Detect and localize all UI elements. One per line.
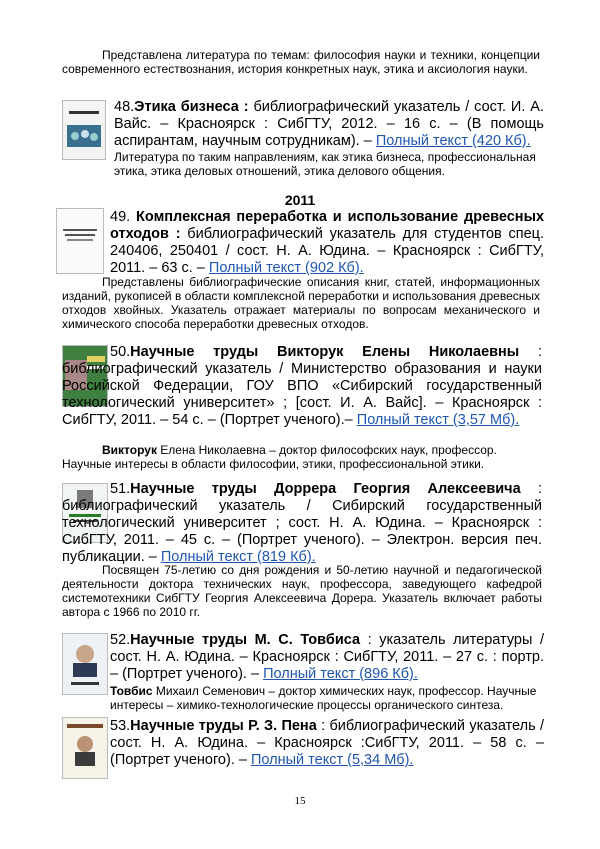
full-text-link-48[interactable]: Полный текст (420 Кб).: [375, 133, 531, 149]
entry-52-annotation: Товбис Михаил Семенович – доктор химических наук, профессор. Научные интересы – химико-технологические процессы органического синтеза.: [110, 684, 537, 712]
full-text-link-50[interactable]: Полный текст (3,57 Мб).: [356, 412, 520, 428]
full-text-link-53[interactable]: Полный текст (5,34 Мб).: [250, 752, 414, 768]
full-text-link-49[interactable]: Полный текст (902 Кб).: [208, 260, 364, 276]
entry-51-annotation: Посвящен 75-летию со дня рождения и 50-летию научной и педагогической деятельности доктора технических наук, профессора, заведующего кафедрой системотехники СибГТУ Георгия Алексеевича Дорера. Указатель включает работы автора с 1966 по 2010 гг.: [62, 563, 542, 619]
entry-49-annotation: Представлены библиографические описания книг, статей, информационных изданий, рукописей в области комплексной переработки и использования древесных отходов хвойных. Указатель отражает материалы по вопросам механического и химического способа переработки древесных отходов.: [62, 275, 540, 331]
book-cover-image: [63, 718, 107, 778]
entry-48-citation: 48.Этика бизнеса : библиографический указатель / сост. И. А. Вайс. – Красноярск : СибГТУ, 2012. – 16 с. – (В помощь аспирантам, научным сотрудникам). – Полный текст (420 Кб).: [114, 99, 544, 149]
book-cover-image: [63, 101, 105, 159]
entry-50-title: Научные труды Викторук Елены Николаевны: [130, 344, 520, 360]
intro-paragraph: Представлена литература по темам: философия науки и техники, концепции современного естествознания, история конкретных наук, этика и аксиология науки.: [62, 48, 540, 76]
entry-50-citation: 50.Научные труды Викторук Елены Николаевны : библиографический указатель / Министерство образования и науки Российской Федерации, ГОУ ВПО «Сибирский государственный технологический университет» ; [сост. И. А. Вайс]. – Красноярск : СибГТУ, 2011. – 54 с. – (Портрет ученого).– Полный текст (3,57 Мб).: [62, 344, 543, 428]
entry-52-title: Научные труды М. С. Товбиса: [130, 632, 361, 648]
book-cover-image: [63, 634, 107, 694]
entry-51-title: Научные труды Доррера Георгия Алексеевича: [130, 481, 521, 497]
entry-51-citation: 51.Научные труды Доррера Георгия Алексеевича : библиографический указатель / Сибирский государственный технологический университет ; сост. Н. А. Юдина. – Красноярск : СибГТУ, 2011. – 45 с. – (Портрет ученого). – Электрон. версия печ. публикации. – Полный текст (819 Кб).: [62, 481, 542, 565]
entry-50-annotation: Викторук Елена Николаевна – доктор философских наук, профессор. Научные интересы в области философии, этики, профессиональной этики.: [62, 443, 497, 471]
entry-53-citation: 53.Научные труды Р. З. Пена : библиографический указатель / сост. Н. А. Юдина. – Красноярск :СибГТУ, 2011. – 58 с. – (Портрет ученого). – Полный текст (5,34 Мб).: [110, 718, 545, 768]
entry-52-citation: 52.Научные труды М. С. Товбиса : указатель литературы / сост. Н. А. Юдина. – Красноярск : СибГТУ, 2011. – 27 с. : портр. – (Портрет ученого). – Полный текст (896 Кб).: [110, 632, 544, 682]
full-text-link-51[interactable]: Полный текст (819 Кб).: [160, 549, 316, 565]
entry-48-title: Этика бизнеса :: [134, 99, 249, 115]
page-number: 15: [294, 795, 306, 807]
entry-49-title: Комплексная переработка и использование древесных отходов :: [110, 209, 545, 242]
book-cover-thumbnail: [56, 208, 104, 274]
book-cover-thumbnail: [62, 100, 106, 160]
entry-49-citation: 49. Комплексная переработка и использование древесных отходов : библиографический указатель для студентов спец. 240406, 250401 / сост. Н. А. Юдина. – Красноярск : СибГТУ, 2011. – 63 с. – Полный текст (902 Кб).: [110, 209, 545, 276]
entry-53-title: Научные труды Р. З. Пена: [130, 718, 317, 734]
entry-48-annotation: Литература по таким направлениям, как этика бизнеса, профессиональная этика, этика деловых отношений, этика делового общения.: [114, 150, 536, 178]
year-heading: 2011: [284, 192, 316, 208]
book-cover-thumbnail: [62, 633, 108, 695]
full-text-link-52[interactable]: Полный текст (896 Кб).: [263, 666, 418, 682]
book-cover-image: [57, 209, 103, 273]
book-cover-thumbnail: [62, 717, 108, 779]
